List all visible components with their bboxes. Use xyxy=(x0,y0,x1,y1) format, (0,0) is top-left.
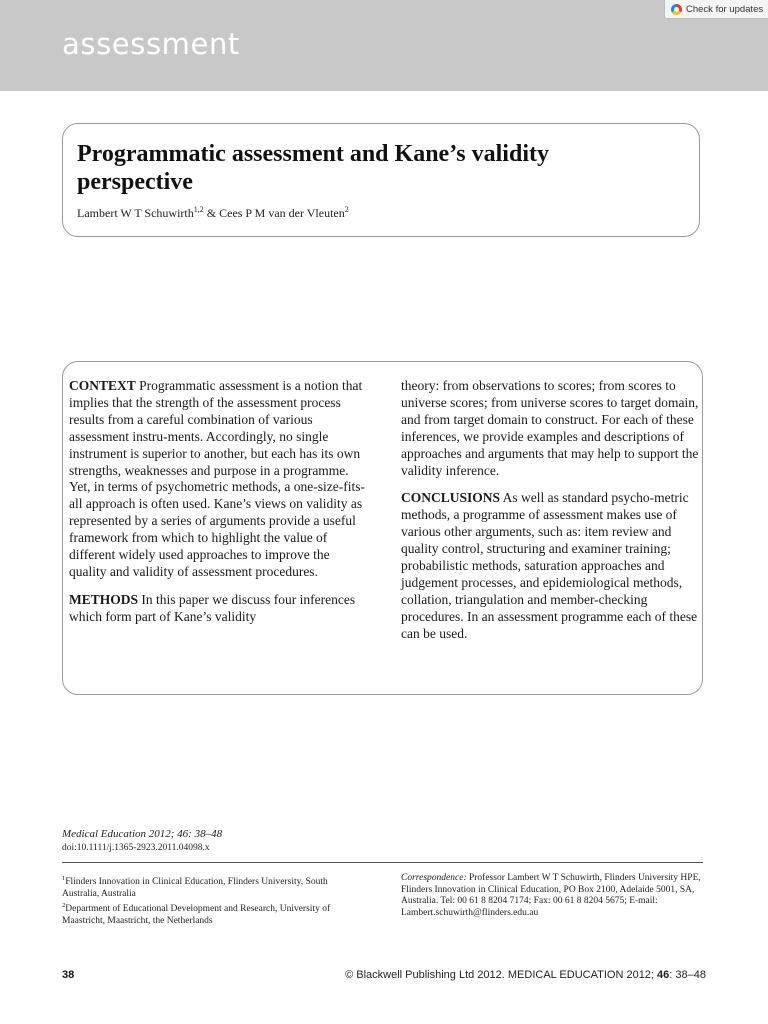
journal-section-banner xyxy=(0,0,768,91)
conclusions-text: As well as standard psycho-metric methods, a programme of assessment makes use of various other arguments, such as: item review and quality control, structuring and examiner training; probabilistic methods, saturation approaches and judgement processes, and epidemiological methods, collation, triangulation and member-checking procedures. In an assessment programme each of these can be used. xyxy=(401,490,698,641)
affiliation-text: Flinders Innovation in Clinical Education, Flinders University, South Australia, Australia xyxy=(62,877,328,899)
article-title: Programmatic assessment and Kane’s validity perspective xyxy=(77,141,549,195)
conclusions-heading: CONCLUSIONS xyxy=(401,490,501,506)
affiliation-marker: 2 xyxy=(62,902,66,910)
context-heading: CONTEXT xyxy=(69,378,136,393)
abstract-column-right xyxy=(401,378,701,654)
author-separator: & xyxy=(203,206,220,220)
copyright-suffix: : 38–48 xyxy=(669,969,706,981)
copyright-prefix: © Blackwell Publishing Ltd 2012. MEDICAL EDUCATION 2012; xyxy=(345,969,658,981)
section-title: assessment xyxy=(62,27,240,61)
journal-citation: Medical Education 2012; 46: 38–48 xyxy=(62,828,223,840)
author-line xyxy=(77,205,349,221)
page-number: 38 xyxy=(62,969,75,981)
affiliation-item xyxy=(62,900,362,927)
author-name: Lambert W T Schuwirth xyxy=(77,206,194,220)
author-affiliation-marker: 2 xyxy=(344,205,349,214)
abstract-context xyxy=(69,378,365,581)
doi-link[interactable]: doi:10.1111/j.1365-2923.2011.04098.x xyxy=(62,843,210,853)
affiliation-item xyxy=(62,873,362,900)
abstract-methods xyxy=(69,592,365,626)
affiliation-text: Department of Educational Development and Research, University of Maastricht, Maastricht, the Netherlands xyxy=(62,904,331,927)
copyright-line xyxy=(345,969,706,981)
methods-heading: METHODS xyxy=(69,591,139,607)
abstract-conclusions xyxy=(401,490,701,642)
copyright-volume: 46 xyxy=(657,969,670,981)
crossmark-icon xyxy=(671,4,682,15)
affiliation-marker: 1 xyxy=(62,875,66,882)
author-name: Cees P M van der Vleuten xyxy=(219,206,345,220)
methods-continued: theory: from observations to scores; from scores to universe scores; from universe scores to target domain, and from target domain to construct. For each of these inferences, we provide examples and descriptions of approaches and arguments that may help to support the validity inference. xyxy=(401,378,699,478)
footnote-divider xyxy=(62,862,703,863)
correspondence-label: Correspondence: xyxy=(401,873,467,883)
check-for-updates-button[interactable] xyxy=(664,0,768,19)
abstract-column-left xyxy=(69,378,365,637)
check-for-updates-label: Check for updates xyxy=(686,3,764,15)
methods-text: In this paper we discuss four inferences which form part of Kane’s validity xyxy=(69,591,356,624)
context-text: Programmatic assessment is a notion that implies that the strength of the assessment process results from a careful combination of various assessment instru-ments. Accordingly, no single instrument is superior to another, but each has its own strengths, weaknesses and purpose in a programme. Yet, in terms of psychometric methods, a one-size-fits-all approach is often used. Kane’s views on validity as represented by a series of arguments provide a useful framework from which to highlight the value of different widely used approaches to improve the quality and validity of assessment procedures. xyxy=(69,378,365,579)
author-affiliation-marker: 1,2 xyxy=(193,205,204,214)
affiliations xyxy=(62,873,362,928)
correspondence xyxy=(401,873,703,919)
correspondence-text: Professor Lambert W T Schuwirth, Flinders University HPE, Flinders Innovation in Clinical Education, PO Box 2100, Adelaide 5001, SA, Australia. Tel: 00 61 8 8204 7174; Fax: 00 61 8 8204 5675; E-mail: Lambert.schuwirth@flinders.edu.au xyxy=(401,873,701,918)
